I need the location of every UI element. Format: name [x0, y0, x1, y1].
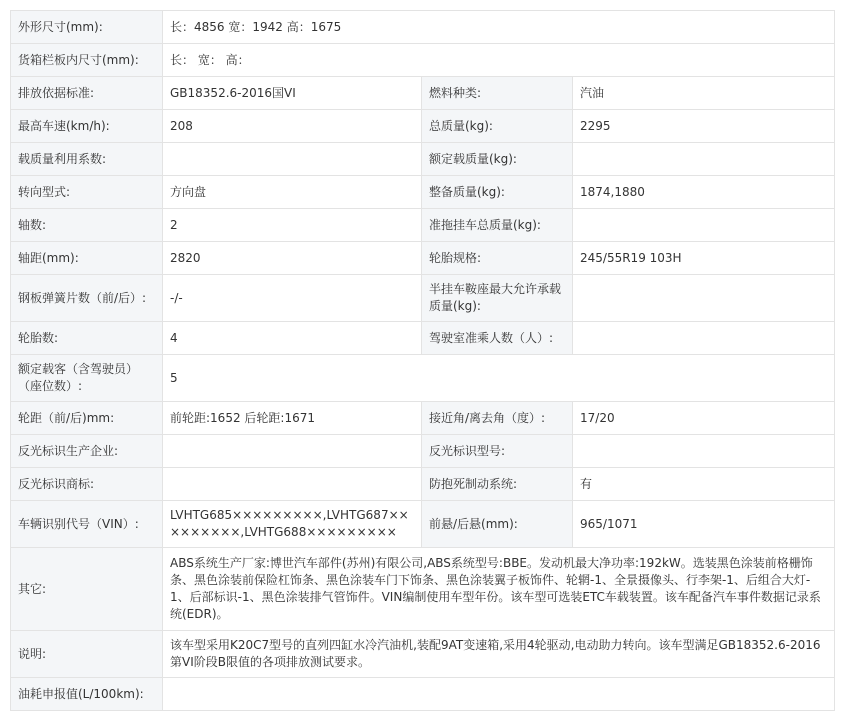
table-row: [11, 435, 835, 468]
rated-passengers-value: 5: [163, 355, 835, 402]
table-row: [11, 77, 835, 110]
tire-count-value: 4: [163, 322, 422, 355]
axles-label: 轴数:: [11, 209, 163, 242]
table-row: [11, 275, 835, 322]
reflector-maker-label: 反光标识生产企业:: [11, 435, 163, 468]
track-value: 前轮距:1652 后轮距:1671: [163, 402, 422, 435]
fuel-consumption-value: [163, 678, 835, 711]
table-row: [11, 468, 835, 501]
leaf-springs-label: 钢板弹簧片数（前/后）:: [11, 275, 163, 322]
description-label: 说明:: [11, 631, 163, 678]
rated-load-value: [573, 143, 835, 176]
table-row: [11, 548, 835, 631]
cab-passengers-value: [573, 322, 835, 355]
leaf-springs-value: -/-: [163, 275, 422, 322]
trailer-mass-value: [573, 209, 835, 242]
outer-size-label: 外形尺寸(mm):: [11, 11, 163, 44]
table-row: [11, 242, 835, 275]
other-label: 其它:: [11, 548, 163, 631]
curb-weight-value: 1874,1880: [573, 176, 835, 209]
track-label: 轮距（前/后)mm:: [11, 402, 163, 435]
table-row: [11, 355, 835, 402]
axles-value: 2: [163, 209, 422, 242]
outer-size-value: 长：4856 宽：1942 高：1675: [163, 11, 835, 44]
fuel-type-label: 燃料种类:: [422, 77, 573, 110]
table-row: [11, 678, 835, 711]
reflector-maker-value: [163, 435, 422, 468]
steering-label: 转向型式:: [11, 176, 163, 209]
table-row: [11, 322, 835, 355]
vin-value: LVHTG685×××××××××,LVHTG687×××××××××,LVHTG688×××××××××: [163, 501, 422, 548]
total-mass-label: 总质量(kg):: [422, 110, 573, 143]
reflector-brand-value: [163, 468, 422, 501]
tire-spec-value: 245/55R19 103H: [573, 242, 835, 275]
overhang-value: 965/1071: [573, 501, 835, 548]
other-value: ABS系统生产厂家:博世汽车部件(苏州)有限公司,ABS系统型号:BBE。发动机最大净功率:192kW。选装黑色涂装前格栅饰条、黑色涂装前保险杠饰条、黑色涂装车门下饰条、黑色涂装翼子板饰件、轮辋-1、全景摄像头、行李架-1、后组合大灯-1、后部标识-1、黑色涂装排气管饰件。VIN编制使用车型年份。该车型可选装ETC车载装置。该车配备汽车事件数据记录系统(EDR)。: [163, 548, 835, 631]
table-row: [11, 631, 835, 678]
fuel-type-value: 汽油: [573, 77, 835, 110]
load-utilization-value: [163, 143, 422, 176]
tire-spec-label: 轮胎规格:: [422, 242, 573, 275]
steering-value: 方向盘: [163, 176, 422, 209]
saddle-load-value: [573, 275, 835, 322]
max-speed-label: 最高车速(km/h):: [11, 110, 163, 143]
trailer-mass-label: 准拖挂车总质量(kg):: [422, 209, 573, 242]
table-row: [11, 143, 835, 176]
total-mass-value: 2295: [573, 110, 835, 143]
table-row: [11, 176, 835, 209]
approach-departure-value: 17/20: [573, 402, 835, 435]
cargo-size-value: 长： 宽： 高：: [163, 44, 835, 77]
saddle-load-label: 半挂车鞍座最大允许承载质量(kg):: [422, 275, 573, 322]
fuel-consumption-label: 油耗申报值(L/100km):: [11, 678, 163, 711]
rated-passengers-label: 额定载客（含驾驶员）（座位数）:: [11, 355, 163, 402]
reflector-brand-label: 反光标识商标:: [11, 468, 163, 501]
description-value: 该车型采用K20C7型号的直列四缸水冷汽油机,装配9AT变速箱,采用4轮驱动,电动助力转向。该车型满足GB18352.6-2016第VI阶段B限值的各项排放测试要求。: [163, 631, 835, 678]
abs-label: 防抱死制动系统:: [422, 468, 573, 501]
cab-passengers-label: 驾驶室准乘人数（人）:: [422, 322, 573, 355]
abs-value: 有: [573, 468, 835, 501]
cargo-size-label: 货箱栏板内尺寸(mm):: [11, 44, 163, 77]
vin-label: 车辆识别代号（VIN）:: [11, 501, 163, 548]
emission-standard-value: GB18352.6-2016国VI: [163, 77, 422, 110]
emission-standard-label: 排放依据标准:: [11, 77, 163, 110]
rated-load-label: 额定载质量(kg):: [422, 143, 573, 176]
overhang-label: 前悬/后悬(mm):: [422, 501, 573, 548]
table-row: [11, 44, 835, 77]
wheelbase-label: 轴距(mm):: [11, 242, 163, 275]
table-row: [11, 209, 835, 242]
load-utilization-label: 载质量利用系数:: [11, 143, 163, 176]
max-speed-value: 208: [163, 110, 422, 143]
vehicle-spec-table: [10, 10, 835, 711]
table-row: [11, 501, 835, 548]
table-row: [11, 110, 835, 143]
wheelbase-value: 2820: [163, 242, 422, 275]
table-row: [11, 402, 835, 435]
table-row: [11, 11, 835, 44]
reflector-model-label: 反光标识型号:: [422, 435, 573, 468]
tire-count-label: 轮胎数:: [11, 322, 163, 355]
approach-departure-label: 接近角/离去角（度）:: [422, 402, 573, 435]
curb-weight-label: 整备质量(kg):: [422, 176, 573, 209]
reflector-model-value: [573, 435, 835, 468]
